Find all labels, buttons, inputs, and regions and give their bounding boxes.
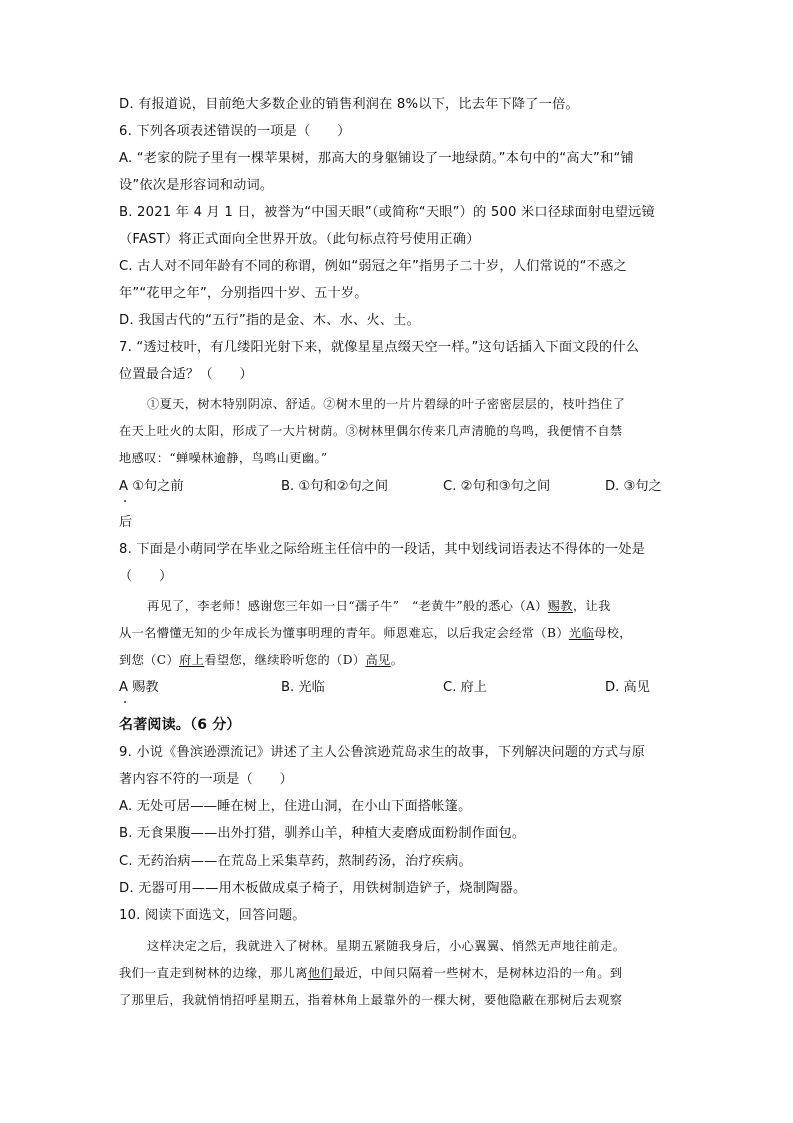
question-8-choice-c: C. 府上 [443,680,487,695]
question-7-choice-d-wrap: 后 [119,515,133,530]
underlined-word-c: 府上 [179,653,205,667]
underlined-word-a: 赐教 [547,599,573,613]
option-d-line: D. 有报道说，目前绝大多数企业的销售利润在 8%以下，比去年下降了一倍。 [119,97,579,112]
question-7-choice-a: A ①句之前 [119,479,184,494]
question-9-option-a: A. 无处可居——睡在树上，住进山洞，在小山下面搭帐篷。 [119,799,472,814]
reading-line: 了那里后，我就悄悄招呼星期五，指着林角上最靠外的一棵大树，要他隐蔽在那树后去观察 [119,993,623,1007]
question-6-option-c-cont: 年”“花甲之年”，分别指四十岁、五十岁。 [119,286,368,301]
question-8-cont: （ ） [119,569,173,584]
question-7-cont: 位置最合适？（ ） [119,367,253,382]
question-7-choice-c: C. ②句和③句之间 [443,479,551,494]
question-9-option-d: D. 无器可用——用木板做成桌子椅子，用铁树制造铲子，烧制陶器。 [119,881,527,896]
letter-text: 再见了，李老师！感谢您三年如一日“孺子牛” “老黄牛”般的悉心（A） [147,599,548,613]
question-8-choice-b: B. 光临 [281,680,325,695]
question-6-option-a: A. “老家的院子里有一棵苹果树，那高大的身躯铺设了一地绿荫。”本句中的“高大”和“铺 [119,151,634,166]
question-7-choice-b: B. ①句和②句之间 [281,479,389,494]
question-6: 6. 下列各项表述错误的一项是（ ） [119,124,351,139]
letter-line [147,597,611,615]
question-6-option-b: B. 2021 年 4 月 1 日，被誉为“中国天眼”（或简称“天眼”）的 500 米口径球面射电望远镜 [119,205,655,220]
passage-line: ①夏天，树木特别阴凉、舒适。②树木里的一片片碧绿的叶子密密层层的，枝叶挡住了 [147,397,626,411]
letter-text: ，让我 [572,599,611,613]
question-6-option-d: D. 我国古代的“五行”指的是金、木、水、火、土。 [119,313,420,328]
question-9: 9. 小说《鲁滨逊漂流记》讲述了主人公鲁滨逊荒岛求生的故事，下列解决问题的方式与原 [119,745,646,760]
letter-text: 母校， [594,626,632,640]
letter-line [119,651,403,669]
passage-line: 地感叹：“蝉噪林逾静，鸟鸣山更幽。” [119,451,328,465]
letter-text: 从一名懵懂无知的少年成长为懂事明理的青年。师恩难忘，以后我定会经常（B） [119,626,569,640]
question-6-option-c: C. 古人对不同年龄有不同的称谓，例如“弱冠之年”指男子二十岁，人们常说的“不惑之 [119,259,627,274]
letter-text: 看望您，继续聆听您的（D） [204,653,366,667]
mark-dot [124,500,126,502]
reading-line: 这样决定之后，我就进入了树林。星期五紧随我身后，小心翼翼、悄然无声地往前走。 [147,939,626,953]
underlined-word-d: 高见 [365,653,391,667]
question-8-choice-a: A 赐教 [119,680,159,695]
underlined-word: 他们 [307,966,333,980]
question-7-choice-d: D. ③句之 [605,479,662,494]
underlined-word-b: 光临 [568,626,595,640]
mark-dot [124,701,126,703]
reading-text: 最近，中间只隔着一些树木，是树林边沿的一角。到 [333,966,623,980]
question-7: 7. “透过枝叶，有几缕阳光射下来，就像星星点缀天空一样。”这句话插入下面文段的什么 [119,340,640,355]
question-6-option-a-cont: 设”依次是形容词和动词。 [119,178,274,193]
question-9-option-b: B. 无食果腹——出外打猎，驯养山羊，种植大麦磨成面粉制作面包。 [119,826,526,841]
letter-line [119,624,632,642]
question-10: 10. 阅读下面选文，回答问题。 [119,908,306,923]
question-6-option-b-cont: （FAST）将正式面向全世界开放。（此句标点符号使用正确） [119,232,480,247]
reading-line [119,964,623,982]
section-heading: 名著阅读。（6 分） [119,717,241,733]
question-8-choice-d: D. 高见 [605,680,650,695]
passage-line: 在天上吐火的太阳，形成了一大片树荫。③树林里偶尔传来几声清脆的鸟鸣，我便情不自禁 [119,424,623,438]
question-9-cont: 著内容不符的一项是（ ） [119,772,294,787]
letter-text: 。 [390,653,404,667]
reading-text: 我们一直走到树林的边缘，那儿离 [119,966,308,980]
letter-text: 到您（C） [119,653,180,667]
question-9-option-c: C. 无药治病——在荒岛上采集草药，熬制药汤，治疗疾病。 [119,854,472,869]
question-8: 8. 下面是小萌同学在毕业之际给班主任信中的一段话，其中划线词语表达不得体的一处是 [119,542,646,557]
